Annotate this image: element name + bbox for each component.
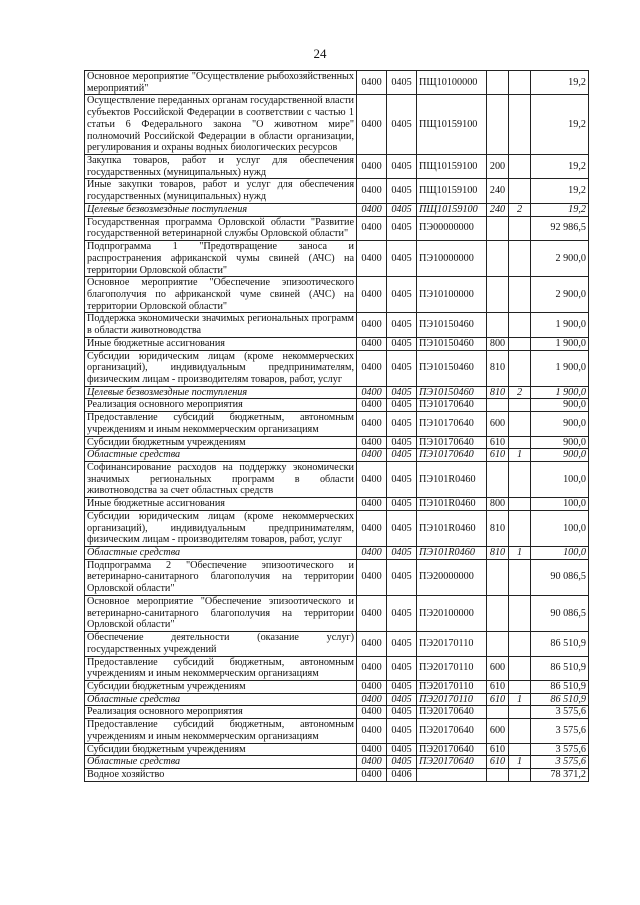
table-row <box>85 719 589 743</box>
subsection-code-cell: 0405 <box>387 155 417 179</box>
section-code-cell: 0400 <box>357 436 387 449</box>
table-row <box>85 277 589 313</box>
item-name-cell: Основное мероприятие "Обеспечение эпизоотического благополучия по африканской чуме свиней (АЧС) на территории Орловской области" <box>85 277 357 313</box>
amount-cell: 1 900,0 <box>531 313 589 337</box>
target-article-cell: ПЭ10170640 <box>417 449 487 462</box>
amount-cell: 100,0 <box>531 510 589 546</box>
section-code-cell: 0400 <box>357 632 387 656</box>
expense-type-cell: 240 <box>487 203 509 216</box>
expense-type-cell: 810 <box>487 547 509 560</box>
subsection-code-cell: 0405 <box>387 399 417 412</box>
target-article-cell: ПЭ10000000 <box>417 241 487 277</box>
table-row <box>85 559 589 595</box>
subsection-code-cell: 0405 <box>387 595 417 631</box>
expense-type-cell: 200 <box>487 155 509 179</box>
amount-cell: 3 575,6 <box>531 706 589 719</box>
item-name-cell: Субсидии бюджетным учреждениям <box>85 680 357 693</box>
target-article-cell: ПЩ10159100 <box>417 203 487 216</box>
funding-source-cell <box>509 179 531 203</box>
funding-source-cell <box>509 595 531 631</box>
item-name-cell: Поддержка экономически значимых региональных программ в области животноводства <box>85 313 357 337</box>
table-row <box>85 386 589 399</box>
expense-type-cell: 600 <box>487 412 509 436</box>
expense-type-cell <box>487 313 509 337</box>
target-article-cell: ПЭ101R0460 <box>417 462 487 498</box>
subsection-code-cell: 0405 <box>387 632 417 656</box>
section-code-cell: 0400 <box>357 412 387 436</box>
table-row <box>85 449 589 462</box>
subsection-code-cell: 0406 <box>387 768 417 781</box>
funding-source-cell <box>509 95 531 155</box>
target-article-cell: ПЭ00000000 <box>417 216 487 240</box>
target-article-cell: ПЭ101R0460 <box>417 547 487 560</box>
item-name-cell: Иные бюджетные ассигнования <box>85 498 357 511</box>
amount-cell: 19,2 <box>531 71 589 95</box>
section-code-cell: 0400 <box>357 241 387 277</box>
subsection-code-cell: 0405 <box>387 179 417 203</box>
subsection-code-cell: 0405 <box>387 719 417 743</box>
subsection-code-cell: 0405 <box>387 680 417 693</box>
budget-rows <box>85 71 589 782</box>
funding-source-cell <box>509 241 531 277</box>
table-row <box>85 436 589 449</box>
section-code-cell: 0400 <box>357 216 387 240</box>
target-article-cell: ПЩ10159100 <box>417 155 487 179</box>
item-name-cell: Подпрограмма 2 "Обеспечение эпизоотического и ветеринарно-санитарного благополучия на территории Орловской области" <box>85 559 357 595</box>
amount-cell: 3 575,6 <box>531 743 589 756</box>
table-row <box>85 768 589 781</box>
item-name-cell: Предоставление субсидий бюджетным, автономным учреждениям и иным некоммерческим организациям <box>85 412 357 436</box>
funding-source-cell: 2 <box>509 203 531 216</box>
expense-type-cell <box>487 71 509 95</box>
funding-source-cell <box>509 462 531 498</box>
section-code-cell: 0400 <box>357 155 387 179</box>
expense-type-cell: 610 <box>487 680 509 693</box>
funding-source-cell: 1 <box>509 547 531 560</box>
item-name-cell: Иные закупки товаров, работ и услуг для обеспечения государственных (муниципальных) нужд <box>85 179 357 203</box>
subsection-code-cell: 0405 <box>387 756 417 769</box>
expense-type-cell <box>487 462 509 498</box>
table-row <box>85 399 589 412</box>
amount-cell: 19,2 <box>531 95 589 155</box>
expense-type-cell <box>487 399 509 412</box>
funding-source-cell <box>509 768 531 781</box>
section-code-cell: 0400 <box>357 399 387 412</box>
section-code-cell: 0400 <box>357 71 387 95</box>
funding-source-cell <box>509 337 531 350</box>
subsection-code-cell: 0405 <box>387 71 417 95</box>
amount-cell: 86 510,9 <box>531 656 589 680</box>
table-row <box>85 241 589 277</box>
funding-source-cell <box>509 510 531 546</box>
section-code-cell: 0400 <box>357 462 387 498</box>
expense-type-cell: 610 <box>487 756 509 769</box>
funding-source-cell <box>509 656 531 680</box>
expense-type-cell: 810 <box>487 350 509 386</box>
subsection-code-cell: 0405 <box>387 313 417 337</box>
item-name-cell: Софинансирование расходов на поддержку экономически значимых региональных программ в области животноводства за счет областных средств <box>85 462 357 498</box>
table-row <box>85 95 589 155</box>
target-article-cell: ПЩ10159100 <box>417 179 487 203</box>
expense-type-cell: 600 <box>487 719 509 743</box>
amount-cell: 900,0 <box>531 436 589 449</box>
table-row <box>85 337 589 350</box>
target-article-cell: ПЭ10150460 <box>417 386 487 399</box>
target-article-cell: ПЭ20170640 <box>417 719 487 743</box>
amount-cell: 2 900,0 <box>531 241 589 277</box>
funding-source-cell <box>509 632 531 656</box>
target-article-cell: ПЭ10150460 <box>417 350 487 386</box>
funding-source-cell <box>509 436 531 449</box>
section-code-cell: 0400 <box>357 719 387 743</box>
target-article-cell: ПЭ10170640 <box>417 412 487 436</box>
target-article-cell: ПЭ20000000 <box>417 559 487 595</box>
table-row <box>85 179 589 203</box>
table-row <box>85 547 589 560</box>
amount-cell: 19,2 <box>531 179 589 203</box>
target-article-cell: ПЭ10100000 <box>417 277 487 313</box>
amount-cell: 3 575,6 <box>531 719 589 743</box>
subsection-code-cell: 0405 <box>387 386 417 399</box>
target-article-cell: ПЭ101R0460 <box>417 498 487 511</box>
section-code-cell: 0400 <box>357 313 387 337</box>
funding-source-cell <box>509 559 531 595</box>
funding-source-cell <box>509 412 531 436</box>
table-row <box>85 313 589 337</box>
item-name-cell: Субсидии юридическим лицам (кроме некоммерческих организаций), индивидуальным предпринимателям, физическим лицам - производителям товаров, работ, услуг <box>85 350 357 386</box>
subsection-code-cell: 0405 <box>387 203 417 216</box>
target-article-cell: ПЭ20170640 <box>417 706 487 719</box>
section-code-cell: 0400 <box>357 680 387 693</box>
amount-cell: 19,2 <box>531 203 589 216</box>
target-article-cell: ПЭ20170640 <box>417 756 487 769</box>
expense-type-cell <box>487 559 509 595</box>
expense-type-cell: 240 <box>487 179 509 203</box>
amount-cell: 19,2 <box>531 155 589 179</box>
table-row <box>85 412 589 436</box>
item-name-cell: Водное хозяйство <box>85 768 357 781</box>
amount-cell: 900,0 <box>531 449 589 462</box>
table-row <box>85 510 589 546</box>
target-article-cell: ПЭ20100000 <box>417 595 487 631</box>
target-article-cell: ПЭ20170110 <box>417 693 487 706</box>
item-name-cell: Областные средства <box>85 756 357 769</box>
target-article-cell: ПЭ10170640 <box>417 436 487 449</box>
funding-source-cell <box>509 313 531 337</box>
funding-source-cell <box>509 155 531 179</box>
subsection-code-cell: 0405 <box>387 449 417 462</box>
item-name-cell: Областные средства <box>85 693 357 706</box>
amount-cell: 100,0 <box>531 547 589 560</box>
expense-type-cell: 800 <box>487 498 509 511</box>
funding-source-cell <box>509 277 531 313</box>
amount-cell: 900,0 <box>531 399 589 412</box>
section-code-cell: 0400 <box>357 706 387 719</box>
expense-type-cell <box>487 216 509 240</box>
funding-source-cell: 1 <box>509 756 531 769</box>
subsection-code-cell: 0405 <box>387 241 417 277</box>
expense-type-cell <box>487 632 509 656</box>
expense-type-cell <box>487 277 509 313</box>
expense-type-cell: 810 <box>487 510 509 546</box>
funding-source-cell <box>509 216 531 240</box>
expense-type-cell <box>487 595 509 631</box>
table-row <box>85 203 589 216</box>
section-code-cell: 0400 <box>357 656 387 680</box>
target-article-cell: ПЭ20170110 <box>417 656 487 680</box>
subsection-code-cell: 0405 <box>387 337 417 350</box>
item-name-cell: Целевые безвозмездные поступления <box>85 386 357 399</box>
funding-source-cell <box>509 71 531 95</box>
amount-cell: 86 510,9 <box>531 680 589 693</box>
funding-source-cell: 1 <box>509 693 531 706</box>
section-code-cell: 0400 <box>357 449 387 462</box>
target-article-cell: ПЩ10100000 <box>417 71 487 95</box>
table-row <box>85 71 589 95</box>
section-code-cell: 0400 <box>357 386 387 399</box>
table-row <box>85 498 589 511</box>
item-name-cell: Государственная программа Орловской области "Развитие государственной ветеринарной службы Орловской области" <box>85 216 357 240</box>
page-number: 24 <box>313 46 327 61</box>
expense-type-cell: 810 <box>487 386 509 399</box>
item-name-cell: Целевые безвозмездные поступления <box>85 203 357 216</box>
expense-type-cell <box>487 768 509 781</box>
section-code-cell: 0400 <box>357 510 387 546</box>
section-code-cell: 0400 <box>357 350 387 386</box>
amount-cell: 2 900,0 <box>531 277 589 313</box>
item-name-cell: Осуществление переданных органам государственной власти субъектов Российской Федерации в соответствии с частью 1 статьи 6 Федерального закона "О животном мире" полномочий Российской Федерации в области организации, регулирования и охраны водных биологических ресурсов <box>85 95 357 155</box>
section-code-cell: 0400 <box>357 179 387 203</box>
section-code-cell: 0400 <box>357 203 387 216</box>
budget-table <box>84 70 589 782</box>
target-article-cell: ПЭ20170110 <box>417 632 487 656</box>
table-row <box>85 350 589 386</box>
amount-cell: 86 510,9 <box>531 632 589 656</box>
table-row <box>85 680 589 693</box>
funding-source-cell: 1 <box>509 449 531 462</box>
expense-type-cell: 610 <box>487 743 509 756</box>
subsection-code-cell: 0405 <box>387 412 417 436</box>
item-name-cell: Предоставление субсидий бюджетным, автономным учреждениям и иным некоммерческим организациям <box>85 656 357 680</box>
expense-type-cell: 610 <box>487 693 509 706</box>
table-row <box>85 706 589 719</box>
funding-source-cell <box>509 680 531 693</box>
section-code-cell: 0400 <box>357 743 387 756</box>
section-code-cell: 0400 <box>357 498 387 511</box>
subsection-code-cell: 0405 <box>387 462 417 498</box>
item-name-cell: Закупка товаров, работ и услуг для обеспечения государственных (муниципальных) нужд <box>85 155 357 179</box>
table-row <box>85 693 589 706</box>
funding-source-cell <box>509 498 531 511</box>
table-row <box>85 656 589 680</box>
subsection-code-cell: 0405 <box>387 498 417 511</box>
expense-type-cell: 610 <box>487 436 509 449</box>
target-article-cell: ПЭ10170640 <box>417 399 487 412</box>
target-article-cell: ПЭ10150460 <box>417 313 487 337</box>
section-code-cell: 0400 <box>357 595 387 631</box>
item-name-cell: Субсидии бюджетным учреждениям <box>85 436 357 449</box>
subsection-code-cell: 0405 <box>387 350 417 386</box>
funding-source-cell <box>509 719 531 743</box>
funding-source-cell <box>509 706 531 719</box>
item-name-cell: Иные бюджетные ассигнования <box>85 337 357 350</box>
target-article-cell: ПЭ10150460 <box>417 337 487 350</box>
funding-source-cell: 2 <box>509 386 531 399</box>
subsection-code-cell: 0405 <box>387 559 417 595</box>
subsection-code-cell: 0405 <box>387 547 417 560</box>
amount-cell: 92 986,5 <box>531 216 589 240</box>
amount-cell: 100,0 <box>531 498 589 511</box>
amount-cell: 1 900,0 <box>531 350 589 386</box>
expense-type-cell: 600 <box>487 656 509 680</box>
item-name-cell: Субсидии бюджетным учреждениям <box>85 743 357 756</box>
item-name-cell: Областные средства <box>85 547 357 560</box>
amount-cell: 900,0 <box>531 412 589 436</box>
section-code-cell: 0400 <box>357 693 387 706</box>
target-article-cell <box>417 768 487 781</box>
item-name-cell: Реализация основного мероприятия <box>85 706 357 719</box>
section-code-cell: 0400 <box>357 277 387 313</box>
target-article-cell: ПЭ20170110 <box>417 680 487 693</box>
target-article-cell: ПЭ101R0460 <box>417 510 487 546</box>
subsection-code-cell: 0405 <box>387 656 417 680</box>
amount-cell: 90 086,5 <box>531 559 589 595</box>
table-row <box>85 462 589 498</box>
subsection-code-cell: 0405 <box>387 743 417 756</box>
amount-cell: 1 900,0 <box>531 386 589 399</box>
section-code-cell: 0400 <box>357 768 387 781</box>
amount-cell: 86 510,9 <box>531 693 589 706</box>
expense-type-cell <box>487 95 509 155</box>
table-row <box>85 756 589 769</box>
funding-source-cell <box>509 743 531 756</box>
target-article-cell: ПЭ20170640 <box>417 743 487 756</box>
section-code-cell: 0400 <box>357 95 387 155</box>
amount-cell: 90 086,5 <box>531 595 589 631</box>
amount-cell: 1 900,0 <box>531 337 589 350</box>
funding-source-cell <box>509 399 531 412</box>
subsection-code-cell: 0405 <box>387 95 417 155</box>
item-name-cell: Обеспечение деятельности (оказание услуг) государственных учреждений <box>85 632 357 656</box>
table-row <box>85 216 589 240</box>
table-row <box>85 595 589 631</box>
item-name-cell: Основное мероприятие "Обеспечение эпизоотического и ветеринарно-санитарного благополучия на территории Орловской области" <box>85 595 357 631</box>
subsection-code-cell: 0405 <box>387 706 417 719</box>
table-row <box>85 155 589 179</box>
item-name-cell: Подпрограмма 1 "Предотвращение заноса и распространения африканской чумы свиней (АЧС) на территории Орловской области" <box>85 241 357 277</box>
section-code-cell: 0400 <box>357 547 387 560</box>
expense-type-cell: 610 <box>487 449 509 462</box>
subsection-code-cell: 0405 <box>387 510 417 546</box>
subsection-code-cell: 0405 <box>387 436 417 449</box>
subsection-code-cell: 0405 <box>387 693 417 706</box>
amount-cell: 3 575,6 <box>531 756 589 769</box>
target-article-cell: ПЩ10159100 <box>417 95 487 155</box>
expense-type-cell: 800 <box>487 337 509 350</box>
expense-type-cell <box>487 706 509 719</box>
item-name-cell: Субсидии юридическим лицам (кроме некоммерческих организаций), индивидуальным предпринимателям, физическим лицам - производителям товаров, работ, услуг <box>85 510 357 546</box>
amount-cell: 100,0 <box>531 462 589 498</box>
section-code-cell: 0400 <box>357 337 387 350</box>
expense-type-cell <box>487 241 509 277</box>
item-name-cell: Предоставление субсидий бюджетным, автономным учреждениям и иным некоммерческим организациям <box>85 719 357 743</box>
item-name-cell: Областные средства <box>85 449 357 462</box>
table-row <box>85 632 589 656</box>
table-row <box>85 743 589 756</box>
funding-source-cell <box>509 350 531 386</box>
subsection-code-cell: 0405 <box>387 216 417 240</box>
section-code-cell: 0400 <box>357 756 387 769</box>
item-name-cell: Реализация основного мероприятия <box>85 399 357 412</box>
amount-cell: 78 371,2 <box>531 768 589 781</box>
section-code-cell: 0400 <box>357 559 387 595</box>
subsection-code-cell: 0405 <box>387 277 417 313</box>
item-name-cell: Основное мероприятие "Осуществление рыбохозяйственных мероприятий" <box>85 71 357 95</box>
